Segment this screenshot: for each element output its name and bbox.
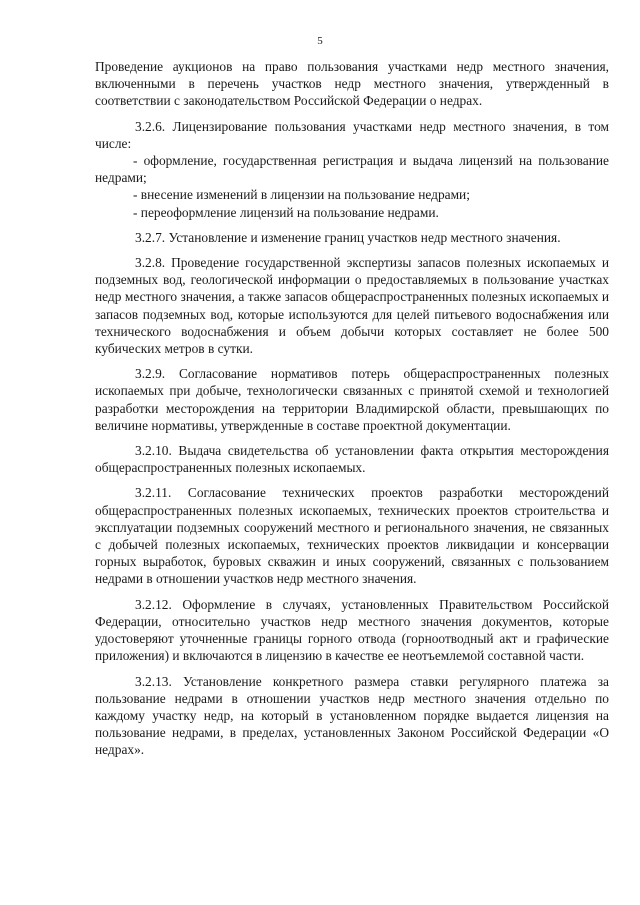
page-number: 5 xyxy=(317,35,323,47)
paragraph-3-2-7: 3.2.7. Установление и изменение границ участков недр местного значения. xyxy=(135,229,561,245)
paragraph-3-2-12: 3.2.12. Оформление в случаях, установленных Правительством Российской Федерации, относительно участков недр местного значения документов, которые удостоверяют уточненные границы горного отвода (горноотводный акт и графические приложения) и включаются в лицензию в качестве ее неотъемлемой составной части. xyxy=(95,596,609,664)
paragraph-3-2-6: 3.2.6. Лицензирование пользования участками недр местного значения, в том числе: xyxy=(95,118,609,151)
paragraph-3-2-8: 3.2.8. Проведение государственной экспертизы запасов полезных ископаемых и подземных вод, геологической информации о предоставляемых в пользование участках недр местного значения, а также запасов общераспространенных полезных ископаемых и запасов подземных вод, которые используются для целей питьевого водоснабжения или технического водоснабжения и объем добычи которых составляет не более 500 кубических метров в сутки. xyxy=(95,255,609,357)
list-item-licensing-registration: - оформление, государственная регистрация и выдача лицензий на пользование недрами; xyxy=(95,153,609,186)
paragraph-3-2-10: 3.2.10. Выдача свидетельства об установлении факта открытия месторождения общераспространенных полезных ископаемых. xyxy=(95,443,609,476)
paragraph-3-2-13: 3.2.13. Установление конкретного размера ставки регулярного платежа за пользование недрами в отношении участков недр местного значения отдельно по каждому участку недр, на который в установленном порядке выдается лицензия на пользование недрами, в пределах, установленных Законом Российской Федерации «О недрах». xyxy=(95,673,609,758)
list-item-license-reissue: - переоформление лицензий на пользование недрами. xyxy=(133,204,439,220)
list-item-license-amendments: - внесение изменений в лицензии на пользование недрами; xyxy=(133,187,470,203)
paragraph-3-2-9: 3.2.9. Согласование нормативов потерь общераспространенных полезных ископаемых при добыче, технологически связанных с принятой схемой и технологией разработки месторождения на территории Владимирской области, превышающих по величине нормативы, утвержденные в составе проектной документации. xyxy=(95,366,609,433)
paragraph-3-2-11: 3.2.11. Согласование технических проектов разработки месторождений общераспространенных полезных ископаемых, технических проектов строительства и эксплуатации подземных сооружений местного и регионального значения, не связанных с добычей полезных ископаемых, технических проектов ликвидации и консервации горных выработок, буровых скважин и иных сооружений, связанных с пользованием недрами в отношении участков недр местного значения. xyxy=(95,485,609,587)
document-body xyxy=(95,58,609,759)
paragraph-auctions: Проведение аукционов на право пользования участками недр местного значения, включенными в перечень участков недр местного значения, утвержденный в соответствии с законодательством Российской Федерации о недрах. xyxy=(95,59,609,109)
